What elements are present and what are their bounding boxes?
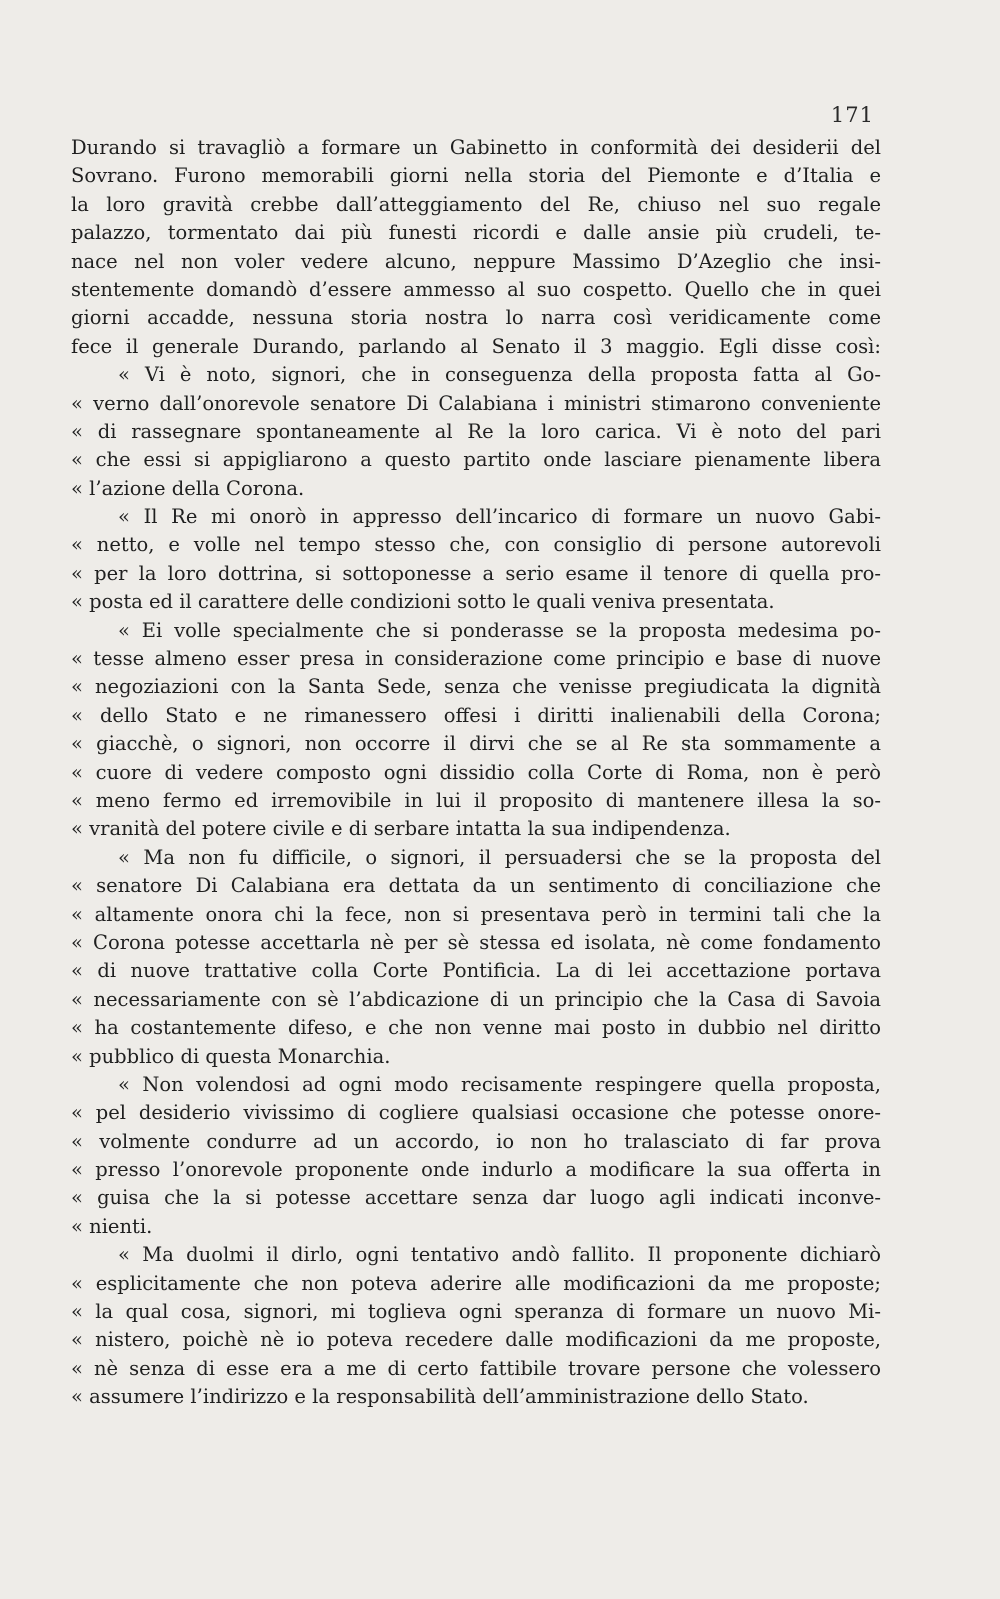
text-line: « netto, e volle nel tempo stesso che, con consiglio di persone autorevoli: [71, 533, 881, 557]
text-line: Durando si travagliò a formare un Gabinetto in conformità dei desiderii del: [71, 136, 881, 159]
text-line: « guisa che la si potesse accettare senza dar luogo agli indicati inconve-: [71, 1186, 881, 1210]
text-line: « esplicitamente che non poteva aderire alle modificazioni da me proposte;: [71, 1271, 881, 1295]
text-line: « cuore di vedere composto ogni dissidio colla Corte di Roma, non è però: [71, 760, 881, 784]
text-line: « posta ed il carattere delle condizioni sotto le quali veniva presentata.: [71, 590, 775, 614]
text-line: stentemente domandò d’essere ammesso al suo cospetto. Quello che in quei: [71, 277, 881, 301]
text-line: « di rassegnare spontaneamente al Re la loro carica. Vi è noto del pari: [71, 419, 881, 443]
text-line: « Non volendosi ad ogni modo recisamente respingere quella proposta,: [118, 1072, 881, 1096]
text-line: « Corona potesse accettarla nè per sè stessa ed isolata, nè come fondamento: [71, 930, 881, 954]
text-line: « pel desiderio vivissimo di cogliere qualsiasi occasione che potesse onore-: [71, 1101, 881, 1125]
text-line: « Ma duolmi il dirlo, ogni tentativo andò fallito. Il proponente dichiarò: [118, 1243, 881, 1267]
text-line: giorni accadde, nessuna storia nostra lo narra così veridicamente come: [71, 306, 881, 330]
text-line: « l’azione della Corona.: [71, 476, 305, 500]
text-line: « Ma non fu difficile, o signori, il persuadersi che se la proposta del: [118, 845, 881, 869]
text-line: « pubblico di questa Monarchia.: [71, 1044, 391, 1068]
text-line: « assumere l’indirizzo e la responsabilità dell’amministrazione dello Stato.: [71, 1385, 809, 1409]
text-line: « dello Stato e ne rimanessero offesi i diritti inalienabili della Corona;: [71, 703, 881, 727]
text-line: « vranità del potere civile e di serbare intatta la sua indipendenza.: [71, 817, 731, 841]
text-line: « verno dall’onorevole senatore Di Calabiana i ministri stimarono conveniente: [71, 391, 881, 415]
text-line: « presso l’onorevole proponente onde indurlo a modificare la sua offerta in: [71, 1158, 881, 1182]
text-line: « ha costantemente difeso, e che non venne mai posto in dubbio nel diritto: [71, 1016, 881, 1040]
text-line: « necessariamente con sè l’abdicazione di un principio che la Casa di Savoia: [71, 987, 881, 1011]
text-line: fece il generale Durando, parlando al Senato il 3 maggio. Egli disse così:: [71, 334, 881, 358]
text-line: « giacchè, o signori, non occorre il dirvi che se al Re sta sommamente a: [71, 732, 881, 756]
text-line: « tesse almeno esser presa in considerazione come principio e base di nuove: [71, 647, 881, 671]
text-line: « che essi si appigliarono a questo partito onde lasciare pienamente libera: [71, 448, 881, 472]
text-line: palazzo, tormentato dai più funesti ricordi e dalle ansie più crudeli, te-: [71, 221, 881, 245]
text-line: « meno fermo ed irremovibile in lui il proposito di mantenere illesa la so-: [71, 788, 881, 812]
text-line: Sovrano. Furono memorabili giorni nella storia del Piemonte e d’Italia e: [71, 164, 881, 188]
text-line: « la qual cosa, signori, mi toglieva ogni speranza di formare un nuovo Mi-: [71, 1300, 881, 1324]
text-line: « di nuove trattative colla Corte Pontificia. La di lei accettazione portava: [71, 959, 881, 983]
text-line: « per la loro dottrina, si sottoponesse a serio esame il tenore di quella pro-: [71, 561, 881, 585]
body-text: [71, 134, 881, 1412]
page-number: 171: [830, 103, 874, 127]
text-line: « Ei volle specialmente che si ponderasse se la proposta medesima po-: [118, 618, 881, 642]
text-line: la loro gravità crebbe dall’atteggiamento del Re, chiuso nel suo regale: [71, 192, 881, 216]
text-line: « nistero, poichè nè io poteva recedere dalle modificazioni da me proposte,: [71, 1328, 881, 1352]
text-line: « Il Re mi onorò in appresso dell’incarico di formare un nuovo Gabi-: [118, 505, 881, 529]
text-line: « Vi è noto, signori, che in conseguenza della proposta fatta al Go-: [118, 363, 881, 387]
text-line: « volmente condurre ad un accordo, io non ho tralasciato di far prova: [71, 1129, 881, 1153]
text-line: nace nel non voler vedere alcuno, neppure Massimo D’Azeglio che insi-: [71, 249, 881, 273]
text-line: « senatore Di Calabiana era dettata da un sentimento di conciliazione che: [71, 874, 881, 898]
text-line: « nè senza di esse era a me di certo fattibile trovare persone che volessero: [71, 1356, 881, 1380]
text-line: « altamente onora chi la fece, non si presentava però in termini tali che la: [71, 902, 881, 926]
text-line: « negoziazioni con la Santa Sede, senza che venisse pregiudicata la dignità: [71, 675, 881, 699]
text-line: « nienti.: [71, 1214, 153, 1238]
